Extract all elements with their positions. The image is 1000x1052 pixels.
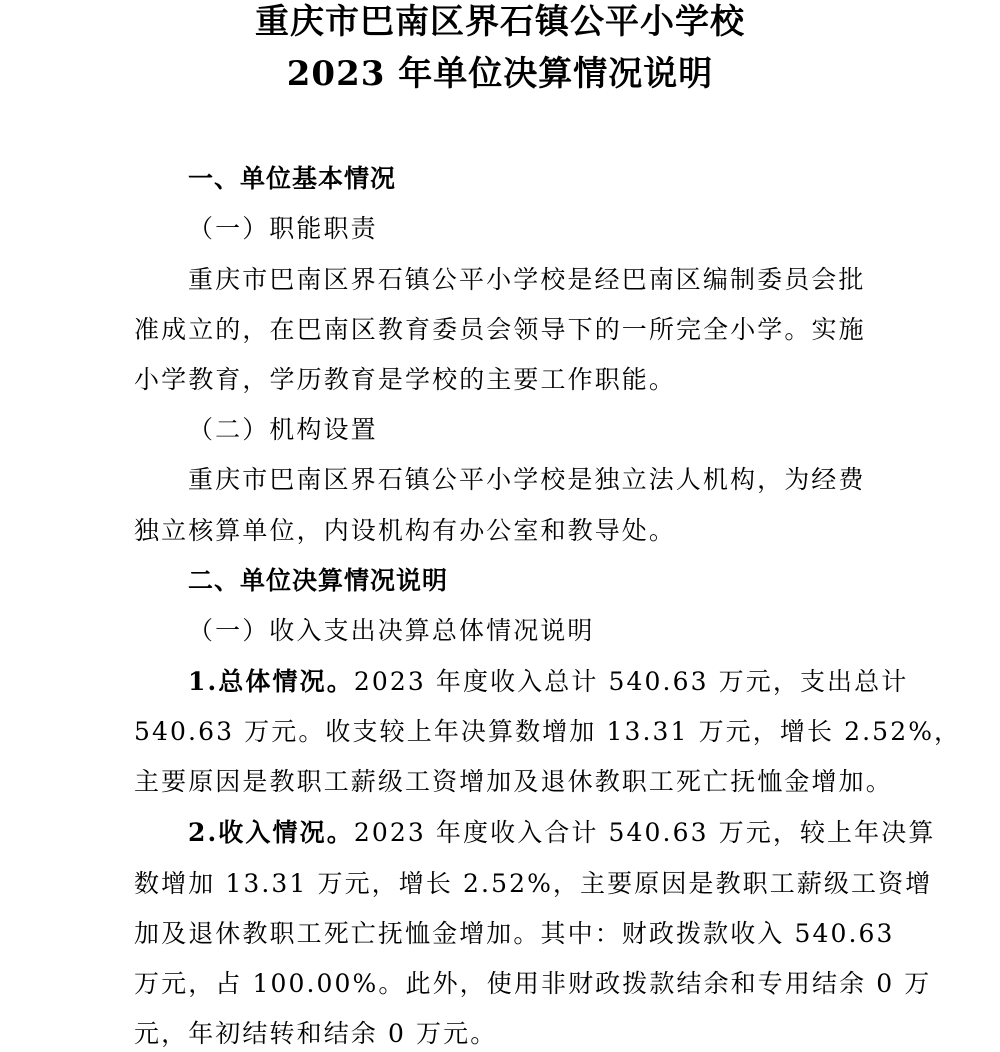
paragraph-1-lead: 1.总体情况。 — [188, 667, 354, 696]
paragraph-line: 独立核算单位，内设机构有办公室和教导处。 — [134, 516, 677, 545]
paragraph-line: 准成立的，在巴南区教育委员会领导下的一所完全小学。实施 — [134, 315, 866, 344]
paragraph-line: 小学教育，学历教育是学校的主要工作职能。 — [134, 365, 677, 394]
paragraph-line: 数增加 13.31 万元，增长 2.52%，主要原因是教职工薪级工资增 — [134, 869, 933, 898]
paragraph-line: 万元，占 100.00%。此外，使用非财政拨款结余和专用结余 0 万 — [134, 969, 932, 998]
section-1-1-heading: （一）职能职责 — [188, 214, 378, 243]
section-2-heading: 二、单位决算情况说明 — [188, 566, 449, 595]
paragraph-line: 主要原因是教职工薪级工资增加及退休教职工死亡抚恤金增加。 — [134, 767, 893, 796]
paragraph-2-first-line — [188, 817, 948, 849]
document-title-line2: 2023 年单位决算情况说明 — [286, 54, 714, 94]
paragraph-1-first-line — [188, 666, 948, 698]
paragraph-1-first-text: 2023 年度收入总计 540.63 万元，支出总计 — [353, 667, 909, 696]
paragraph-2-lead: 2.收入情况。 — [188, 818, 354, 847]
paragraph-line: 540.63 万元。收支较上年决算数增加 13.31 万元，增长 2.52%， — [134, 717, 962, 746]
document-title-line1: 重庆市巴南区界石镇公平小学校 — [255, 2, 745, 42]
paragraph-line: 重庆市巴南区界石镇公平小学校是经巴南区编制委员会批 — [188, 265, 866, 294]
section-2-1-heading: （一）收入支出决算总体情况说明 — [188, 616, 595, 645]
section-1-heading: 一、单位基本情况 — [188, 164, 397, 193]
paragraph-line: 元，年初结转和结余 0 万元。 — [134, 1019, 498, 1048]
paragraph-2-first-text: 2023 年度收入合计 540.63 万元，较上年决算 — [353, 818, 936, 847]
paragraph-line: 重庆市巴南区界石镇公平小学校是独立法人机构，为经费 — [188, 465, 866, 494]
section-1-2-heading: （二）机构设置 — [188, 415, 378, 444]
paragraph-line: 加及退休教职工死亡抚恤金增加。其中：财政拨款收入 540.63 — [134, 919, 895, 948]
